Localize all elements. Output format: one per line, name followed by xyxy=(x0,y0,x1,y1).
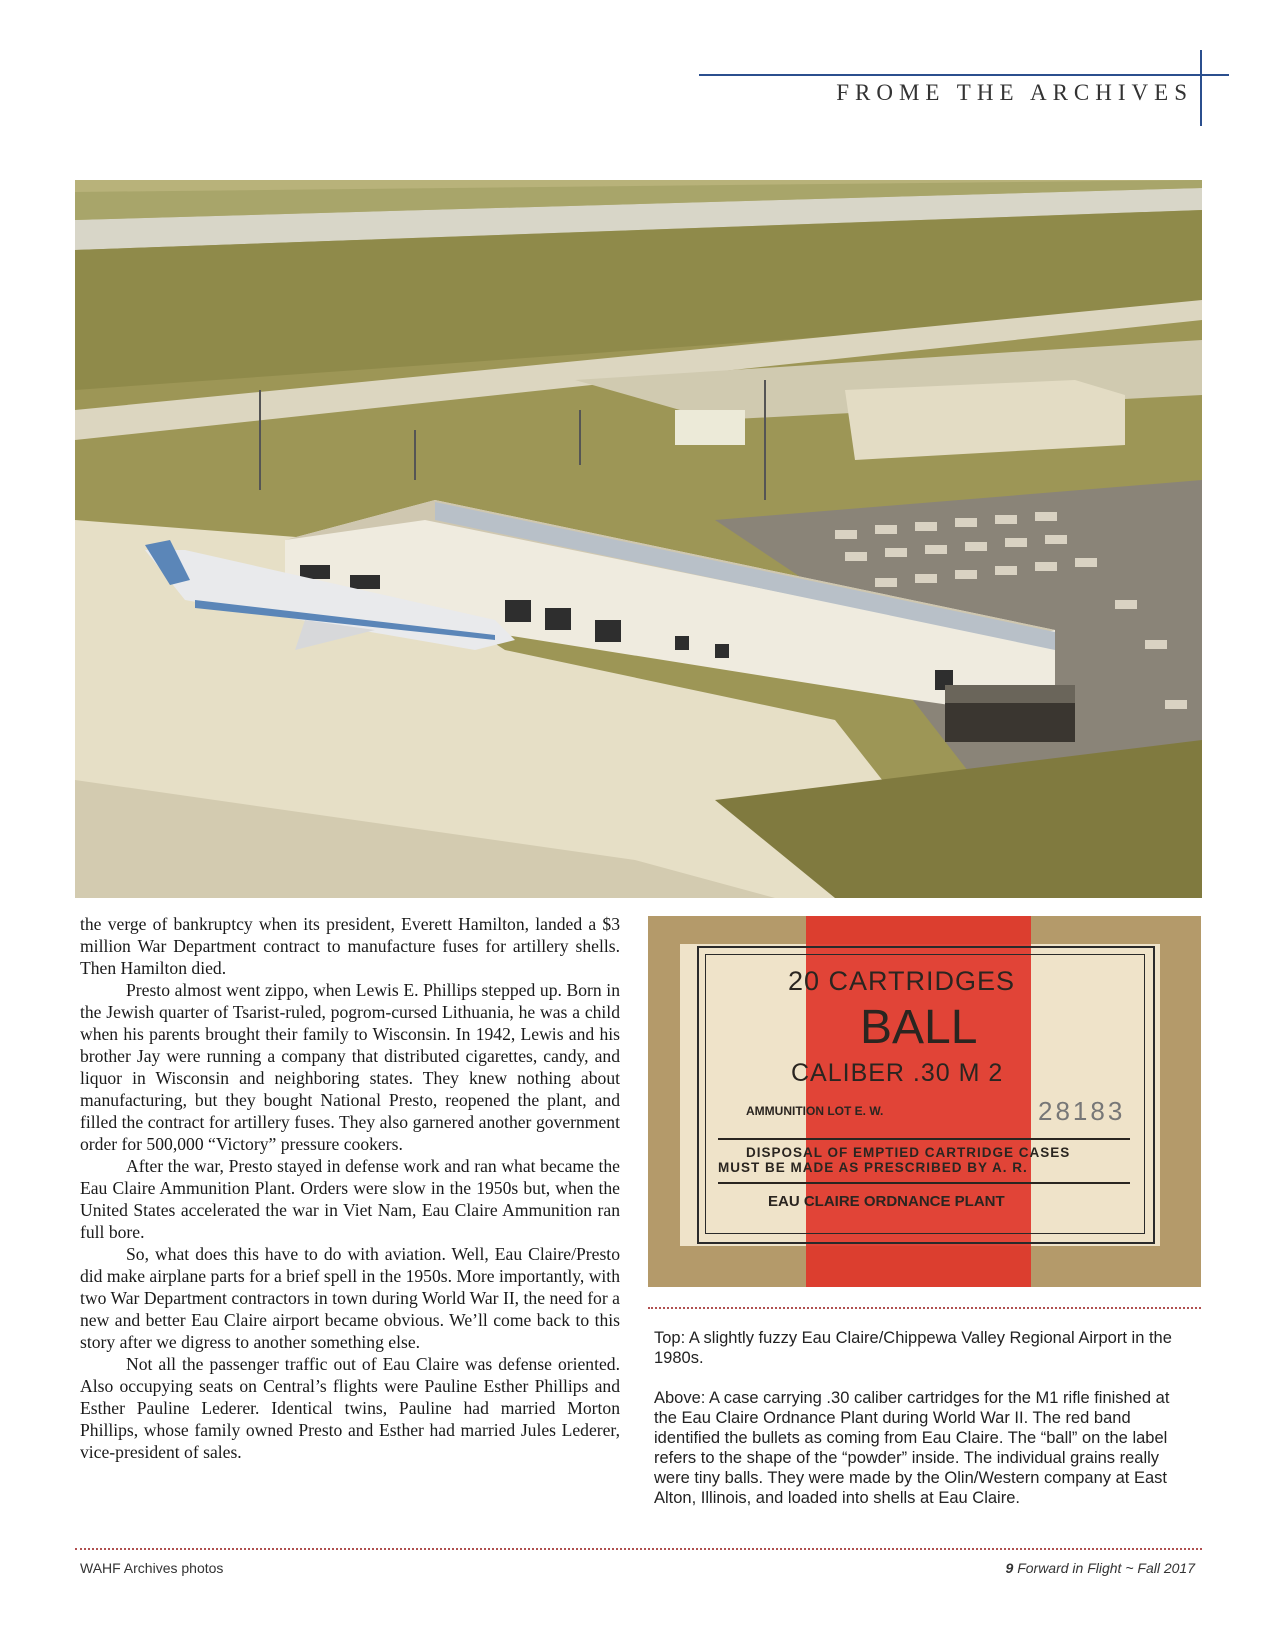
page-number: 9 xyxy=(1005,1560,1014,1576)
photo-credit: WAHF Archives photos xyxy=(80,1560,224,1576)
label-divider xyxy=(718,1138,1130,1140)
section-title: FROME THE ARCHIVES xyxy=(836,80,1193,105)
caption-above: Above: A case carrying .30 caliber cartridges for the M1 rifle finished at the Eau Claire Ordnance Plant during World War II. The red band identified the bullets as coming from Eau Claire. The “ball” on the label refers to the shape of the “powder” inside. The individual grains really were tiny balls. They were made by the Olin/Western company at East Alton, Illinois, and loaded into shells at Eau Claire. xyxy=(654,1389,1170,1507)
article-paragraph: Presto almost went zippo, when Lewis E. Phillips stepped up. Born in the Jewish quarter of Tsarist-ruled, pogrom-cursed Lithuania, he was a child when his parents brought their family to Wisconsin. In 1942, Lewis and his brother Jay were running a company that distributed cigarettes, candy, and liquor in Wisconsin and neighboring states. They knew nothing about manufacturing, but they bought National Presto, reopened the plant, and filled the contract for artillery fuses. They also garnered another government order for 500,000 “Victory” pressure cookers. xyxy=(80,980,620,1154)
article-paragraph: the verge of bankruptcy when its president, Everett Hamilton, landed a $3 million War Department contract to manufacture fuses for artillery shells. Then Hamilton died. xyxy=(80,914,620,978)
label-plant: EAU CLAIRE ORDNANCE PLANT xyxy=(768,1193,1005,1210)
cartridge-box-photo xyxy=(648,916,1201,1287)
caption-top: Top: A slightly fuzzy Eau Claire/Chippewa Valley Regional Airport in the 1980s. xyxy=(654,1329,1172,1367)
label-divider xyxy=(718,1182,1130,1184)
label-disposal-line1: DISPOSAL OF EMPTIED CARTRIDGE CASES xyxy=(746,1145,1071,1160)
article-body xyxy=(80,913,620,1463)
airport-aerial-photo xyxy=(75,180,1202,898)
label-disposal-line2: MUST BE MADE AS PRESCRIBED BY A. R. xyxy=(718,1160,1028,1175)
article-paragraph: After the war, Presto stayed in defense work and ran what became the Eau Claire Ammunition Plant. Orders were slow in the 1950s but, when the United States accelerated the war in Viet Nam, Eau Claire Ammunition ran full bore. xyxy=(80,1156,620,1242)
label-lot: AMMUNITION LOT E. W. xyxy=(746,1104,884,1118)
article-paragraph: Not all the passenger traffic out of Eau Claire was defense oriented. Also occupying seats on Central’s flights were Pauline Esther Phillips and Esther Pauline Lederer. Identical twins, Pauline had married Morton Phillips, whose family owned Presto and Esther had married Jules Lederer, vice-president of sales. xyxy=(80,1354,620,1462)
label-caliber: CALIBER .30 M 2 xyxy=(791,1059,1004,1087)
label-lot-number: 28183 xyxy=(1038,1096,1126,1126)
caption-divider xyxy=(648,1307,1201,1309)
article-paragraph: So, what does this have to do with aviation. Well, Eau Claire/Presto did make airplane parts for a brief spell in the 1950s. More importantly, with two War Department contractors in town during World War II, the need for a new and better Eau Claire airport became obvious. We’ll come back to this story after we digress to another something else. xyxy=(80,1244,620,1352)
label-ball: BALL xyxy=(860,1001,978,1054)
page-footer xyxy=(1006,1560,1196,1576)
publication-name: Forward in Flight ~ Fall 2017 xyxy=(1017,1560,1195,1576)
footer-divider xyxy=(75,1548,1202,1550)
label-cartridge-count: 20 CARTRIDGES xyxy=(788,966,1016,996)
header-rule xyxy=(699,74,1229,76)
photo-captions xyxy=(654,1328,1194,1528)
header-vertical-rule xyxy=(1200,50,1202,126)
